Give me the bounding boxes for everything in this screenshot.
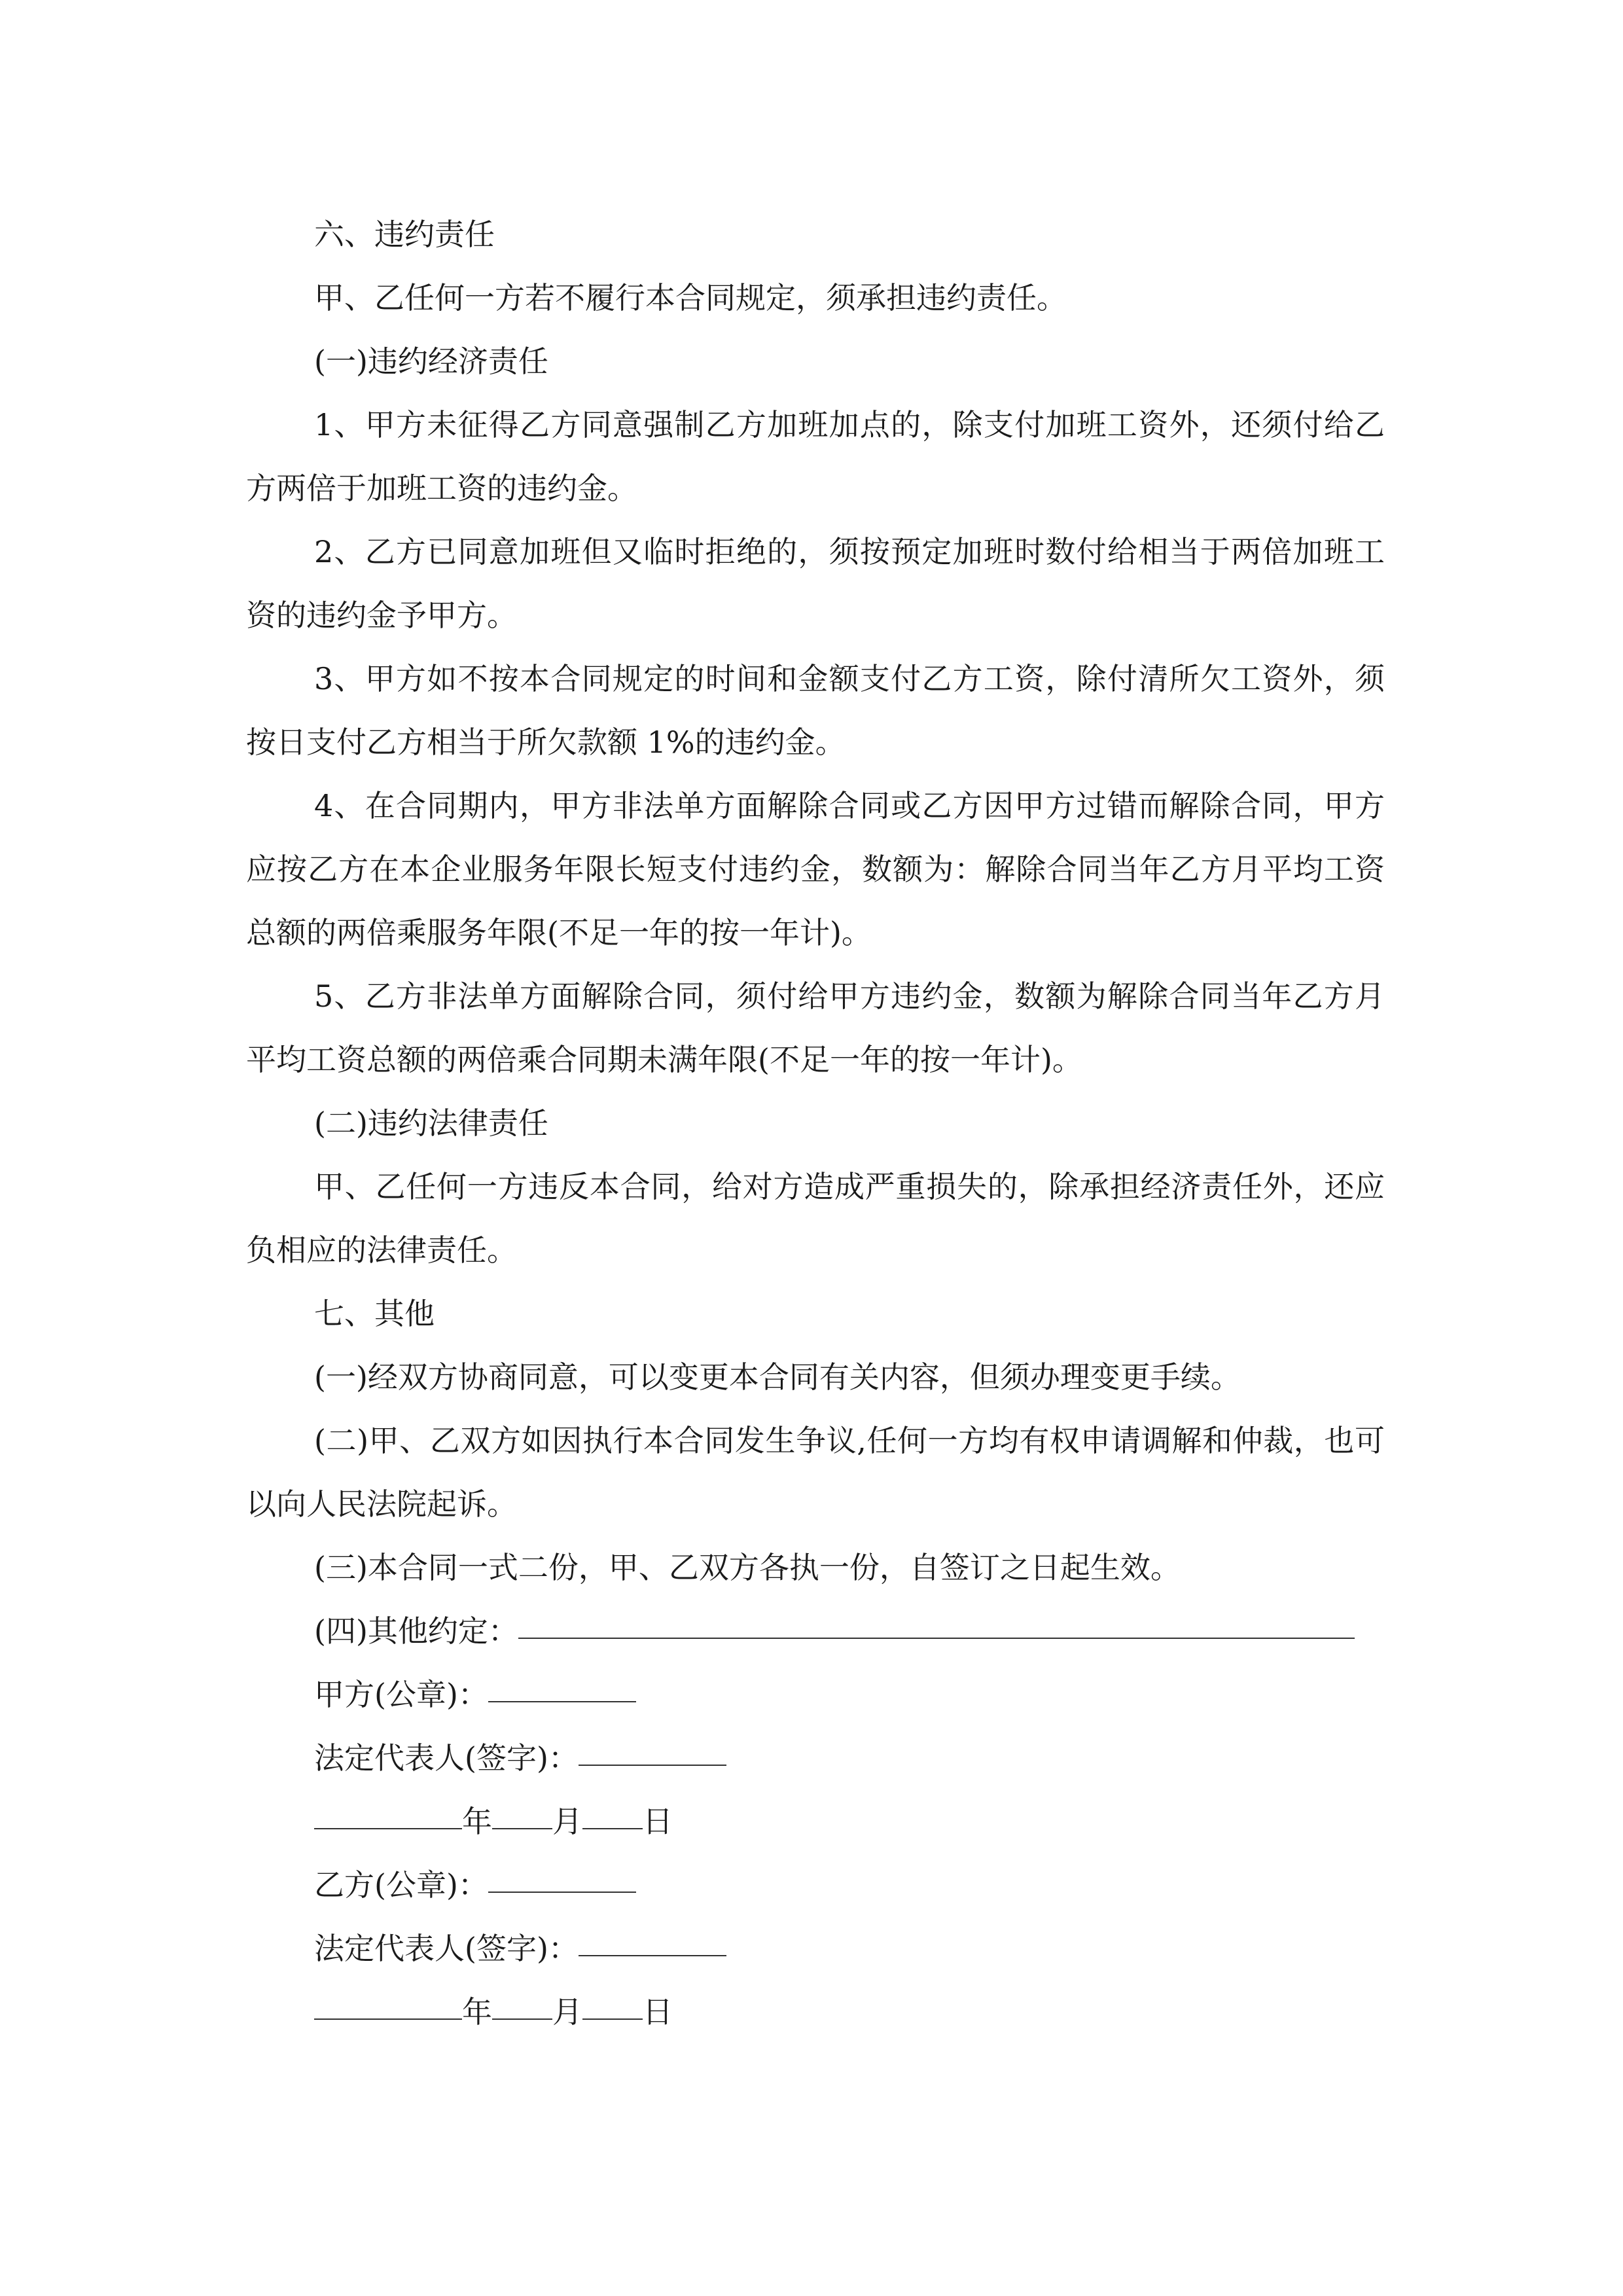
party-a-year-blank[interactable]	[314, 1802, 462, 1829]
clause-employer-termination: 4、在合同期内，甲方非法单方面解除合同或乙方因甲方过错而解除合同，甲方应按乙方在本企业服务年限长短支付违约金，数额为：解除合同当年乙方月平均工资总额的两倍乘服务年限(不足一年的按一年计)。	[246, 788, 1385, 950]
other-agreements-line	[246, 1600, 1385, 1663]
section-6-heading: 六、违约责任	[314, 217, 495, 252]
party-b-day-blank[interactable]	[582, 1992, 643, 2020]
party-a-day-blank[interactable]	[582, 1802, 643, 1829]
party-b-date-line	[246, 1981, 1385, 2044]
year-label: 年	[462, 1994, 492, 2030]
document-body	[246, 203, 1385, 2044]
party-b-seal-label: 乙方(公章)：	[314, 1867, 488, 1903]
subsection-legal-liability-heading: (二)违约法律责任	[314, 1105, 548, 1141]
party-a-seal-blank[interactable]	[488, 1675, 636, 1702]
month-label: 月	[552, 1994, 582, 2030]
day-label: 日	[643, 1804, 673, 1839]
other-agreements-label: (四)其他约定：	[314, 1613, 518, 1649]
party-b-month-blank[interactable]	[492, 1992, 552, 2020]
party-b-rep-line	[246, 1917, 1385, 1981]
party-b-seal-blank[interactable]	[488, 1865, 636, 1893]
section-7-heading: 七、其他	[314, 1296, 435, 1331]
subsection-economic-liability-heading: (一)违约经济责任	[314, 344, 548, 379]
party-b-seal-line	[246, 1854, 1385, 1917]
party-b-rep-label: 法定代表人(签字)：	[314, 1931, 579, 1966]
party-a-rep-blank[interactable]	[579, 1738, 726, 1766]
party-b-year-blank[interactable]	[314, 1992, 462, 2020]
clause-refuse-overtime: 2、乙方已同意加班但又临时拒绝的，须按预定加班时数付给相当于两倍加班工资的违约金予甲方。	[246, 534, 1385, 633]
clause-wage-arrears: 3、甲方如不按本合同规定的时间和金额支付乙方工资，除付清所欠工资外，须按日支付乙方相当于所欠款额 1%的违约金。	[246, 661, 1385, 760]
clause-employee-termination: 5、乙方非法单方面解除合同，须付给甲方违约金，数额为解除合同当年乙方月平均工资总额的两倍乘合同期未满年限(不足一年的按一年计)。	[246, 978, 1385, 1077]
party-a-seal-line	[246, 1663, 1385, 1727]
party-a-month-blank[interactable]	[492, 1802, 552, 1829]
section-6-intro: 甲、乙任何一方若不履行本合同规定，须承担违约责任。	[314, 280, 1067, 315]
month-label: 月	[552, 1804, 582, 1839]
clause-contract-modification: (一)经双方协商同意，可以变更本合同有关内容，但须办理变更手续。	[314, 1359, 1241, 1395]
clause-dispute-resolution: (二)甲、乙双方如因执行本合同发生争议,任何一方均有权申请调解和仲裁，也可以向人民法院起诉。	[246, 1423, 1385, 1522]
year-label: 年	[462, 1804, 492, 1839]
party-a-rep-line	[246, 1727, 1385, 1790]
clause-legal-liability: 甲、乙任何一方违反本合同，给对方造成严重损失的，除承担经济责任外，还应负相应的法律责任。	[246, 1169, 1385, 1268]
party-a-date-line	[246, 1790, 1385, 1854]
party-a-rep-label: 法定代表人(签字)：	[314, 1740, 579, 1776]
party-a-seal-label: 甲方(公章)：	[314, 1677, 488, 1712]
party-b-rep-blank[interactable]	[579, 1929, 726, 1956]
clause-overtime-penalty: 1、甲方未征得乙方同意强制乙方加班加点的，除支付加班工资外，还须付给乙方两倍于加班工资的违约金。	[246, 407, 1385, 506]
day-label: 日	[643, 1994, 673, 2030]
clause-copies-effective: (三)本合同一式二份，甲、乙双方各执一份，自签订之日起生效。	[314, 1550, 1181, 1585]
other-agreements-blank[interactable]	[518, 1611, 1355, 1639]
